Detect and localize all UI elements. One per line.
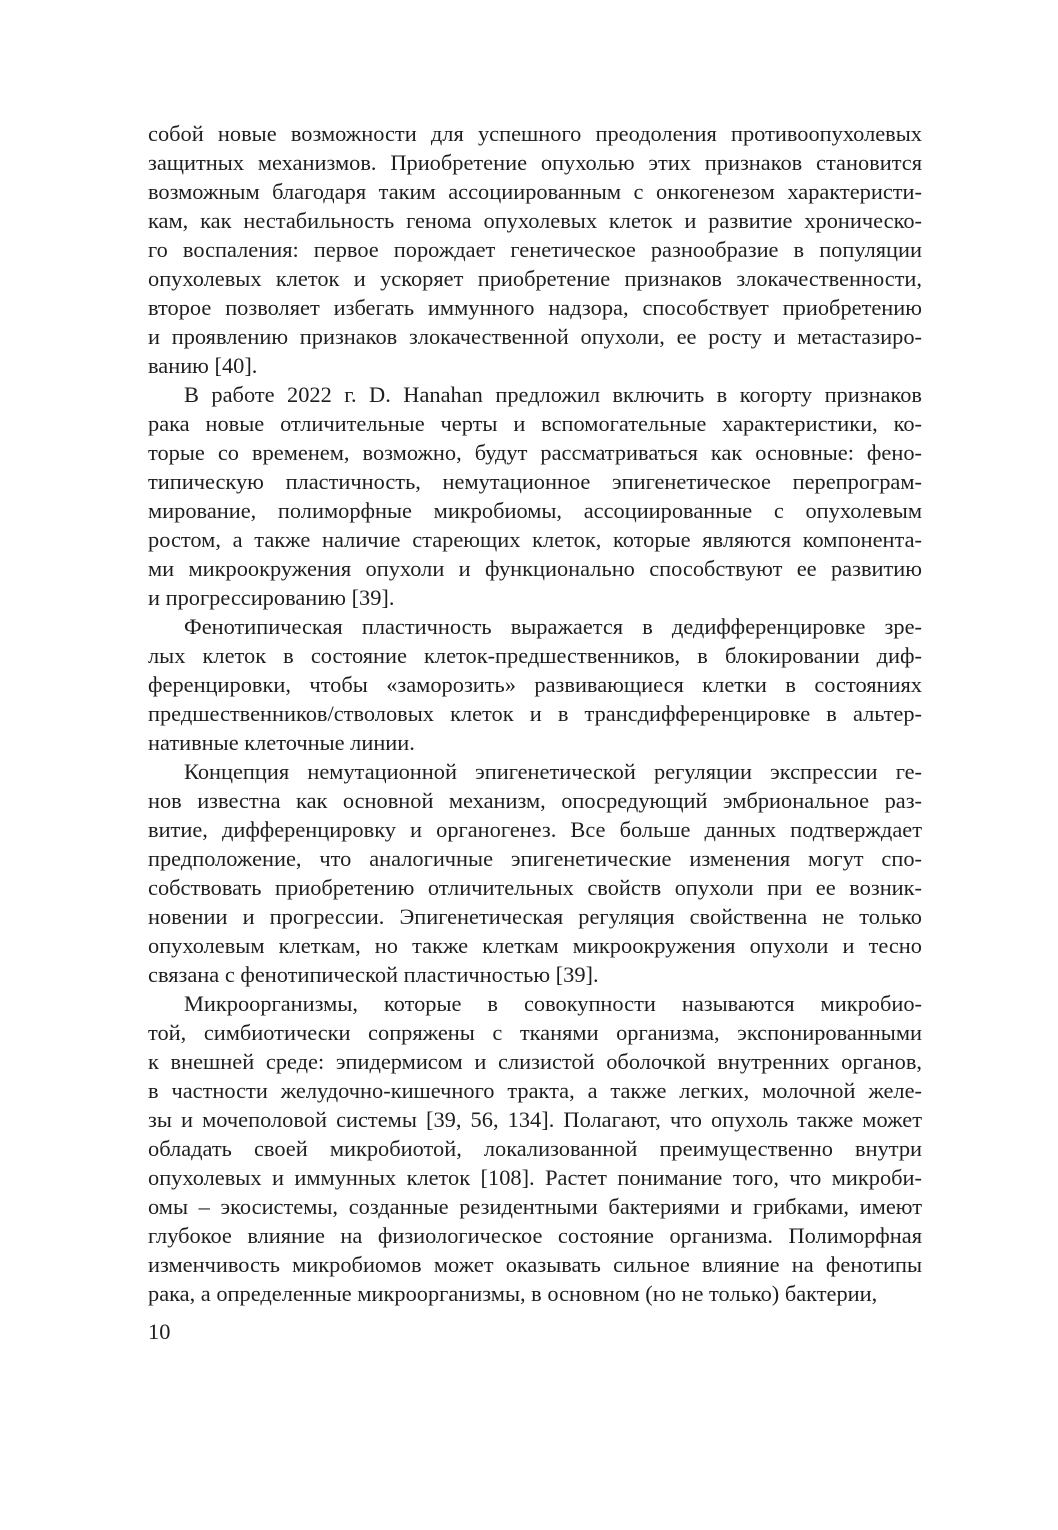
text-line: ференцировки, чтобы «заморозить» развивающиеся клетки в состояниях [148,672,922,697]
paragraph [148,757,922,989]
text-line: предшественников/стволовых клеток и в трансдифференцировке в альтер- [148,701,922,726]
text-line: рака, а определенные микроорганизмы, в основном (но не только) бактерии, [148,1281,878,1306]
text-line: второе позволяет избегать иммунного надзора, способствует приобретению [148,295,922,320]
text-line: глубокое влияние на физиологическое состояние организма. Полиморфная [148,1223,922,1248]
text-line: мирование, полиморфные микробиомы, ассоциированные с опухолевым [148,498,922,523]
text-line: го воспаления: первое порождает генетическое разнообразие в популяции [148,237,922,262]
text-line: и прогрессированию [39]. [148,585,395,610]
text-line: защитных механизмов. Приобретение опухолью этих признаков становится [148,150,922,175]
paragraph [148,119,922,380]
text-line: новении и прогрессии. Эпигенетическая регуляция свойственна не только [148,904,922,929]
text-line: кам, как нестабильность генома опухолевых клеток и развитие хроническо- [148,208,922,233]
text-line: нативные клеточные линии. [148,730,415,755]
text-line: предположение, что аналогичные эпигенетические изменения могут спо- [148,846,922,871]
text-line: нов известна как основной механизм, опосредующий эмбриональное раз- [148,788,922,813]
text-line: возможным благодаря таким ассоциированным с онкогенезом характеристи- [148,179,922,204]
text-line: в частности желудочно-кишечного тракта, а также легких, молочной желе- [148,1078,922,1103]
text-line: той, симбиотически сопряжены с тканями организма, экспонированными [148,1020,922,1045]
body-text [148,119,922,1308]
text-line: торые со временем, возможно, будут рассматриваться как основные: фено- [148,440,922,465]
text-line: ми микроокружения опухоли и функционально способствуют ее развитию [148,556,922,581]
text-line: собой новые возможности для успешного преодоления противоопухолевых [148,121,922,146]
text-line: изменчивость микробиомов может оказывать сильное влияние на фенотипы [148,1252,922,1277]
text-line: зы и мочеполовой системы [39, 56, 134]. Полагают, что опухоль также может [148,1107,922,1132]
text-line: типическую пластичность, немутационное эпигенетическое перепрограм- [148,469,922,494]
text-line: В работе 2022 г. D. Hanahan предложил включить в когорту признаков [184,382,922,407]
text-line: рака новые отличительные черты и вспомогательные характеристики, ко- [148,411,922,436]
text-line: ванию [40]. [148,353,258,378]
text-line: Концепция немутационной эпигенетической регуляции экспрессии ге- [184,759,922,784]
text-line: Фенотипическая пластичность выражается в дедифференцировке зре- [184,614,922,639]
text-line: обладать своей микробиотой, локализованной преимущественно внутри [148,1136,922,1161]
text-line: опухолевых и иммунных клеток [108]. Растет понимание того, что микроби- [148,1165,922,1190]
text-line: опухолевым клеткам, но также клеткам микроокружения опухоли и тесно [148,933,922,958]
text-line: и проявлению признаков злокачественной опухоли, ее росту и метастазиро- [148,324,922,349]
text-line: связана с фенотипической пластичностью [39]. [148,962,599,987]
text-line: омы – экосистемы, созданные резидентными бактериями и грибками, имеют [148,1194,922,1219]
paragraph [148,380,922,612]
text-line: витие, дифференцировку и органогенез. Все больше данных подтверждает [148,817,922,842]
text-line: лых клеток в состояние клеток-предшественников, в блокировании диф- [148,643,922,668]
text-line: собствовать приобретению отличительных свойств опухоли при ее возник- [148,875,922,900]
text-line: к внешней среде: эпидермисом и слизистой оболочкой внутренних органов, [148,1049,922,1074]
paragraph [148,612,922,757]
text-line: ростом, а также наличие стареющих клеток, которые являются компонента- [148,527,922,552]
text-line: Микроорганизмы, которые в совокупности называются микробио- [184,991,922,1016]
paragraph [148,989,922,1308]
page-number: 10 [148,1319,171,1344]
text-line: опухолевых клеток и ускоряет приобретение признаков злокачественности, [148,266,922,291]
